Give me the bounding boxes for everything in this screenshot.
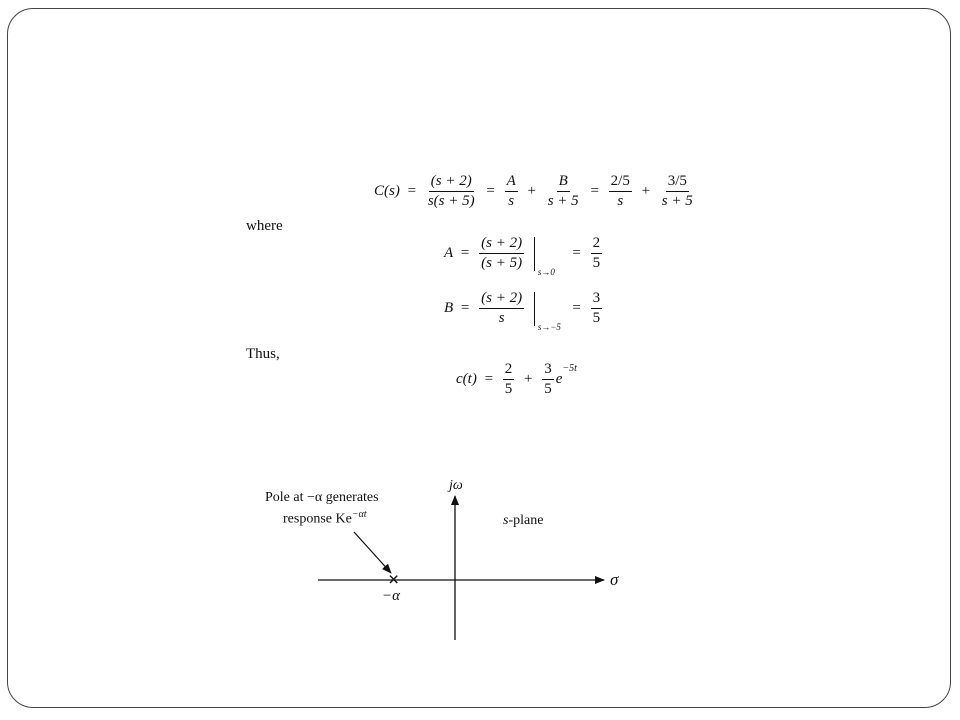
pole-annotation-response: response Ke <box>283 511 352 527</box>
eqB-fraction: $\frac{(s + 2)}{s}$ <box>481 290 523 326</box>
eqc-fraction-2: $\frac{3}{5}$ <box>544 361 552 397</box>
pole-annotation-exponent: −αt <box>351 509 367 520</box>
eqA-lhs: A <box>444 244 454 261</box>
jw-axis-label: jω <box>449 478 463 493</box>
eq1-fraction-1: $\frac{(s + 2)}{s(s + 5)}$ <box>427 173 475 209</box>
s-plane-label <box>503 513 543 529</box>
eq1-lhs: C(s) <box>374 182 400 199</box>
eqc-lhs: c(t) <box>456 370 477 387</box>
eqB-lhs: B <box>444 299 454 316</box>
eq1-fraction-2: $\frac{A}{s}$ <box>506 173 516 209</box>
equation-c-of-t: c(t) = $\frac{2}{5}$ + $\frac{3}{5}$ $e^{-5t}$ <box>456 361 577 397</box>
eqA-eval-subscript: s→0 <box>537 266 555 277</box>
eqB-eval-subscript: s→−5 <box>537 321 561 332</box>
eqB-result: $\frac{3}{5}$ <box>592 290 601 326</box>
eq1-fraction-4: $\frac{2/5}{s}$ <box>610 173 630 209</box>
equation-B: B = $\frac{(s + 2)}{s}$ s→−5 = $\frac{3}{5}$ <box>444 290 601 332</box>
pole-annotation-line2 <box>283 509 367 528</box>
where-label: where <box>246 218 283 234</box>
equation-partial-fraction: C(s) = $\frac{(s + 2)}{s(s + 5)}$ = $\frac{A}{s}$ + $\frac{B}{s + 5}$ = $\frac{2/5}{s}$ + $\frac{3/5}{s + 5}$ <box>374 173 693 209</box>
sigma-axis-label: σ <box>610 570 619 589</box>
pole-annotation-line1: Pole at −α generates <box>265 490 379 505</box>
eqA-fraction: $\frac{(s + 2)}{(s + 5)}$ <box>481 235 523 271</box>
thus-label: Thus, <box>246 346 280 362</box>
eqc-fraction-1: $\frac{2}{5}$ <box>504 361 513 397</box>
equation-A: A = $\frac{(s + 2)}{(s + 5)}$ s→0 = $\frac{2}{5}$ <box>444 235 601 277</box>
eqc-exp-base: e <box>555 370 563 387</box>
s-plane-label-s: s <box>503 513 509 528</box>
eqA-result: $\frac{2}{5}$ <box>592 235 601 271</box>
pole-marker: × <box>388 569 400 591</box>
eq1-fraction-5: $\frac{3/5}{s + 5}$ <box>661 173 693 209</box>
s-plane-label-rest: -plane <box>508 513 544 528</box>
pole-pointer-arrow <box>354 532 391 573</box>
pole-value-label: −α <box>382 588 400 604</box>
eqc-exp-power: −5t <box>562 362 577 374</box>
eq1-fraction-3: $\frac{B}{s + 5}$ <box>547 173 579 209</box>
